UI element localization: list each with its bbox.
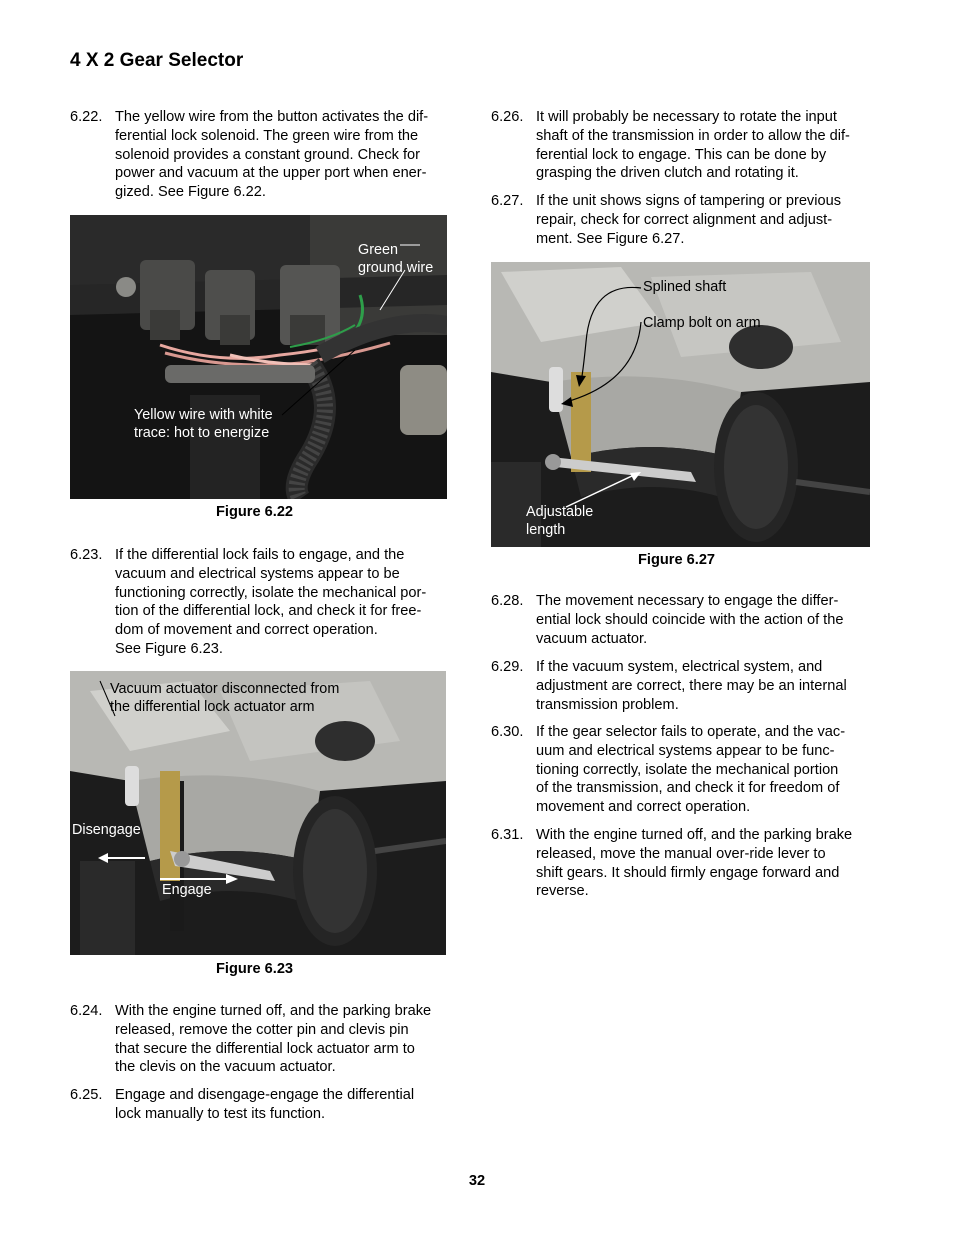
figure-6-22-photo xyxy=(70,215,447,499)
step-6-29 xyxy=(491,658,881,714)
callout-splined-shaft: Splined shaft xyxy=(643,279,727,295)
step-6-23 xyxy=(70,546,455,659)
step-number: 6.31. xyxy=(491,827,524,843)
callout-vacuum-actuator: Vacuum actuator disconnected from the differential lock actuator arm xyxy=(110,681,340,715)
step-number: 6.26. xyxy=(491,109,524,125)
step-number: 6.22. xyxy=(70,109,103,125)
step-number: 6.27. xyxy=(491,193,524,209)
step-text: If the vacuum system, electrical system, and adjustment are correct, there may be an internal transmission problem. xyxy=(536,659,847,713)
step-number: 6.28. xyxy=(491,593,524,609)
step-number: 6.30. xyxy=(491,724,524,740)
step-text: The movement necessary to engage the differ- ential lock should coincide with the action of the vacuum actuator. xyxy=(536,593,844,647)
callout-engage: Engage xyxy=(162,882,212,898)
callout-clamp-bolt: Clamp bolt on arm xyxy=(643,315,761,331)
step-6-25 xyxy=(70,1086,455,1124)
step-number: 6.25. xyxy=(70,1087,103,1103)
step-number: 6.23. xyxy=(70,547,103,563)
step-text: With the engine turned off, and the parking brake released, remove the cotter pin and clevis pin that secure the differential lock actuator arm to the clevis on the vacuum actuator. xyxy=(115,1003,432,1076)
step-6-28 xyxy=(491,592,881,648)
step-6-26 xyxy=(491,108,881,183)
figure-6-27-photo xyxy=(491,262,870,547)
step-6-30 xyxy=(491,723,881,817)
step-6-31 xyxy=(491,826,881,901)
callout-green-ground-wire: Green ground wire xyxy=(358,242,434,276)
callout-yellow-wire: Yellow wire with white trace: hot to energize xyxy=(134,407,273,441)
figure-6-23-caption: Figure 6.23 xyxy=(216,961,294,977)
step-6-22 xyxy=(70,108,455,202)
step-text: If the unit shows signs of tampering or previous repair, check for correct alignment and adjust- ment. See Figure 6.27. xyxy=(536,193,842,247)
callout-disengage: Disengage xyxy=(72,822,141,838)
step-text: Engage and disengage-engage the differential lock manually to test its function. xyxy=(115,1087,415,1122)
step-text: The yellow wire from the button activates the dif- ferential lock solenoid. The green wire from the solenoid provides a constant ground. Check for power and vacuum at the upper port when ener- gized. See Figure 6.22. xyxy=(115,109,429,201)
step-number: 6.29. xyxy=(491,659,524,675)
step-6-27 xyxy=(491,192,881,248)
page-number: 32 xyxy=(468,1173,486,1189)
callout-adjustable-length: Adjustable length xyxy=(526,504,594,538)
figure-6-22-caption: Figure 6.22 xyxy=(216,504,294,520)
step-text: It will probably be necessary to rotate the input shaft of the transmission in order to allow the dif- ferential lock to engage. This can be done by grasping the driven clutch and rotating it. xyxy=(536,109,850,182)
step-text: With the engine turned off, and the parking brake released, move the manual over-ride lever to shift gears. It should firmly engage forward and reverse. xyxy=(536,827,853,900)
figure-6-27-caption: Figure 6.27 xyxy=(638,552,716,568)
step-6-24 xyxy=(70,1002,455,1077)
step-text: If the differential lock fails to engage, and the vacuum and electrical systems appear to be functioning correctly, isolate the mechanical por- tion of the differential lock, and check it for free- dom of movement and correct operation. See Figure 6.23. xyxy=(115,547,427,657)
step-text: If the gear selector fails to operate, and the vac- uum and electrical systems appear to be func- tioning correctly, isolate the mechanical portion of the transmission, and check it for freedom of movement and correct operation. xyxy=(536,724,846,816)
figure-6-23-photo xyxy=(70,671,446,955)
step-number: 6.24. xyxy=(70,1003,103,1019)
page-title: 4 X 2 Gear Selector xyxy=(70,50,244,71)
